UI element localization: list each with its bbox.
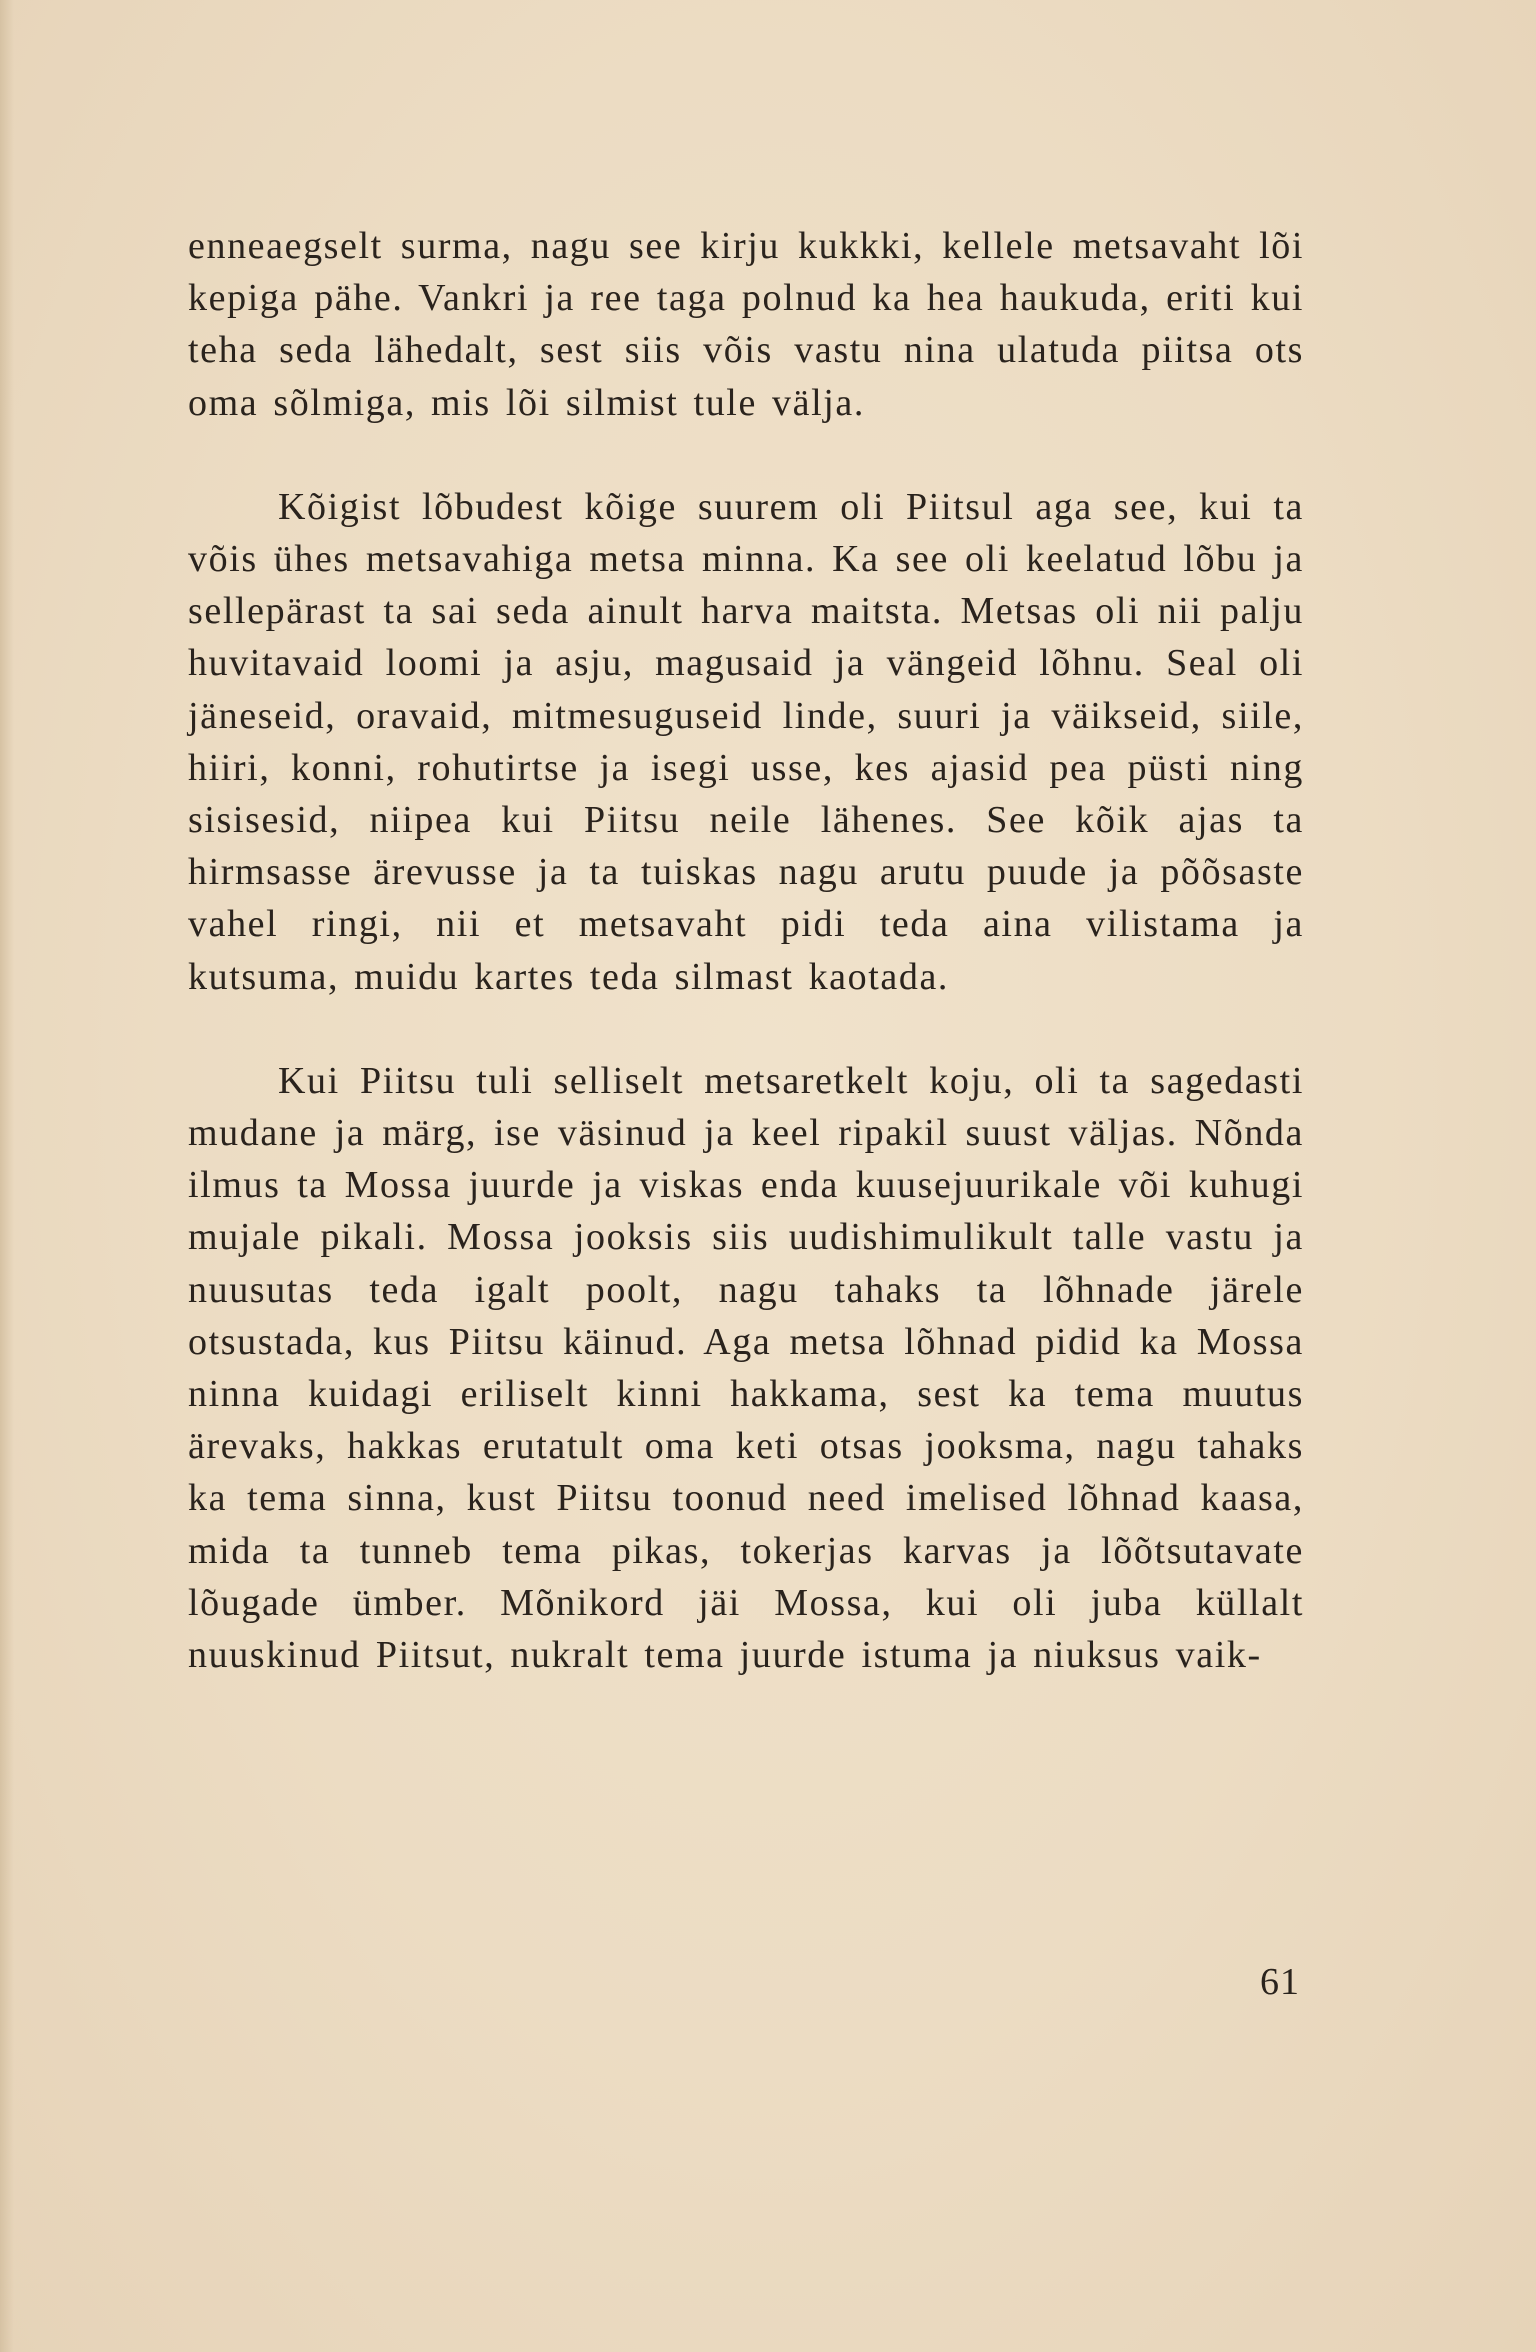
paragraph-3: Kui Piitsu tuli selliselt metsaretkelt koju, oli ta sagedasti mudane ja märg, ise väsinud ja keel ripakil suust väljas. Nõnda ilmus ta Mossa juurde ja viskas enda kuusejuurikale või kuhugi mujale pikali. Mossa jooksis siis uudishimulikult talle vastu ja nuusutas teda igalt poolt, nagu tahaks ta lõhnade järele otsustada, kus Piitsu käinud. Aga metsa lõhnad pidid ka Mossa ninna kuidagi eriliselt kinni hakkama, sest ka tema muutus ärevaks, hakkas erutatult oma keti otsas jooksma, nagu tahaks ka tema sinna, kust Piitsu toonud need imelised lõhnad kaasa, mida ta tunneb tema pikas, tokerjas karvas ja lõõtsutavate lõugade ümber. Mõnikord jäi Mossa, kui oli juba küllalt nuuskinud Piitsut, nukralt tema juurde istuma ja niuksus vaik- <box>188 1059 1304 1677</box>
body-text <box>188 220 1304 1681</box>
page-number: 61 <box>1260 1961 1300 2003</box>
paragraph-2: Kõigist lõbudest kõige suurem oli Piitsul aga see, kui ta võis ühes metsavahiga metsa minna. Ka see oli keelatud lõbu ja sellepärast ta sai seda ainult harva maitsta. Metsas oli nii palju huvitavaid loomi ja asju, magusaid ja vängeid lõhnu. Seal oli jäneseid, oravaid, mitmesuguseid linde, suuri ja väikseid, siile, hiiri, konni, rohutirtse ja isegi usse, kes ajasid pea püsti ning sisisesid, niipea kui Piitsu neile lähenes. See kõik ajas ta hirmsasse ärevusse ja ta tuiskas nagu arutu puude ja põõsaste vahel ringi, nii et metsavaht pidi teda aina vilistama ja kutsuma, muidu kartes teda silmast kaotada. <box>188 485 1304 998</box>
page-edge-shadow <box>0 0 14 2352</box>
paragraph-1: enneaegselt surma, nagu see kirju kukkki, kellele metsavaht lõi kepiga pähe. Vankri ja ree taga polnud ka hea haukuda, eriti kui teha seda lähedalt, sest siis võis vastu nina ulatuda piitsa ots oma sõlmiga, mis lõi silmist tule välja. <box>188 225 1304 424</box>
